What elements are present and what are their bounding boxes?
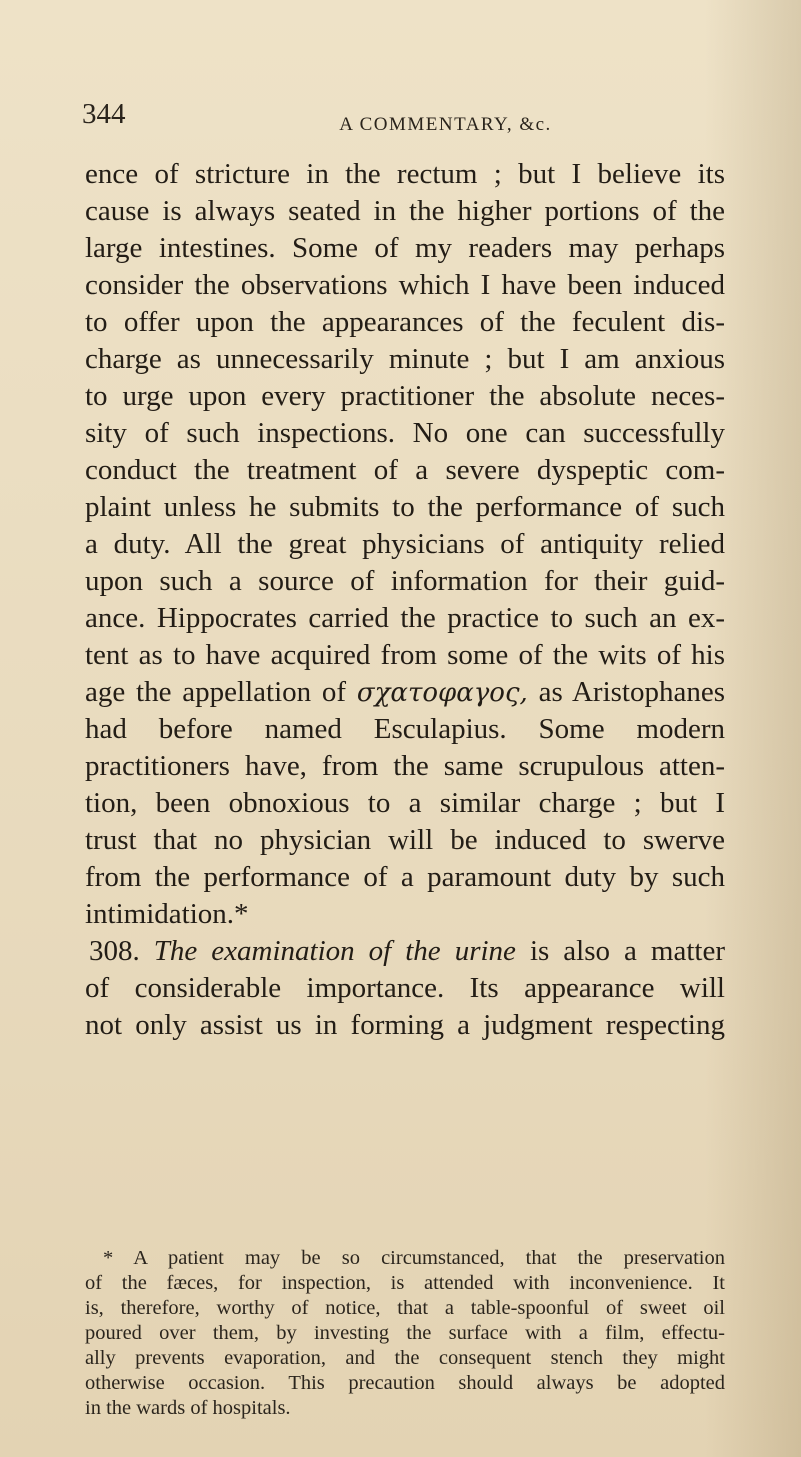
text-line: ence of stricture in the rectum ; but I believe its: [85, 158, 725, 190]
appellation-before: age the appellation of: [85, 676, 357, 708]
text-line: charge as unnecessarily minute ; but I am anxious: [85, 343, 725, 375]
text-line: had before named Esculapius. Some modern: [85, 713, 725, 745]
running-head: A COMMENTARY, &c.: [339, 114, 552, 135]
footnote-line: otherwise occasion. This precaution should always be adopted: [85, 1372, 725, 1394]
footnote: [85, 1246, 725, 1421]
text-line: ance. Hippocrates carried the practice to such an ex-: [85, 602, 725, 634]
text-line: tion, been obnoxious to a similar charge ; but I: [85, 787, 725, 819]
text-line: consider the observations which I have been induced: [85, 269, 725, 301]
text-line: trust that no physician will be induced to swerve: [85, 824, 725, 856]
text-line: a duty. All the great physicians of antiquity relied: [85, 528, 725, 560]
text-line: sity of such inspections. No one can successfully: [85, 417, 725, 449]
appellation-after: as Aristophanes: [527, 676, 725, 708]
text-line: not only assist us in forming a judgment respecting: [85, 1009, 725, 1041]
text-line: upon such a source of information for their guid-: [85, 565, 725, 597]
section-heading-line: [85, 933, 725, 970]
footnote-line: ally prevents evaporation, and the consequent stench they might: [85, 1347, 725, 1369]
greek-word: σχατοφαγος,: [356, 678, 528, 708]
text-line: cause is always seated in the higher portions of the: [85, 195, 725, 227]
footnote-line: * A patient may be so circumstanced, that the preservation: [103, 1247, 725, 1269]
text-line: intimidation.*: [85, 898, 249, 930]
text-line: of considerable importance. Its appearance will: [85, 972, 725, 1004]
footnote-line: is, therefore, worthy of notice, that a table-spoonful of sweet oil: [85, 1297, 725, 1319]
section-rest: is also a matter: [515, 935, 725, 967]
text-line: conduct the treatment of a severe dyspeptic com-: [85, 454, 725, 486]
text-line: to urge upon every practitioner the absolute neces-: [85, 380, 725, 412]
body-text: [85, 156, 725, 1044]
text-line: from the performance of a paramount duty by such: [85, 861, 725, 893]
text-line: to offer upon the appearances of the feculent dis-: [85, 306, 725, 338]
footnote-line: of the fæces, for inspection, is attended with inconvenience. It: [85, 1272, 725, 1294]
text-line: tent as to have acquired from some of the wits of his: [85, 639, 725, 671]
text-line: plaint unless he submits to the performance of such: [85, 491, 725, 523]
appellation-line: [85, 674, 725, 711]
text-line: practitioners have, from the same scrupulous atten-: [85, 750, 725, 782]
section-italic-title: The examination of the urine: [153, 935, 516, 967]
section-number: 308.: [89, 935, 140, 967]
footnote-line: in the wards of hospitals.: [85, 1397, 291, 1419]
page-number: 344: [82, 98, 126, 130]
footnote-line: poured over them, by investing the surface with a film, effectu-: [85, 1322, 725, 1344]
text-line: large intestines. Some of my readers may perhaps: [85, 232, 725, 264]
